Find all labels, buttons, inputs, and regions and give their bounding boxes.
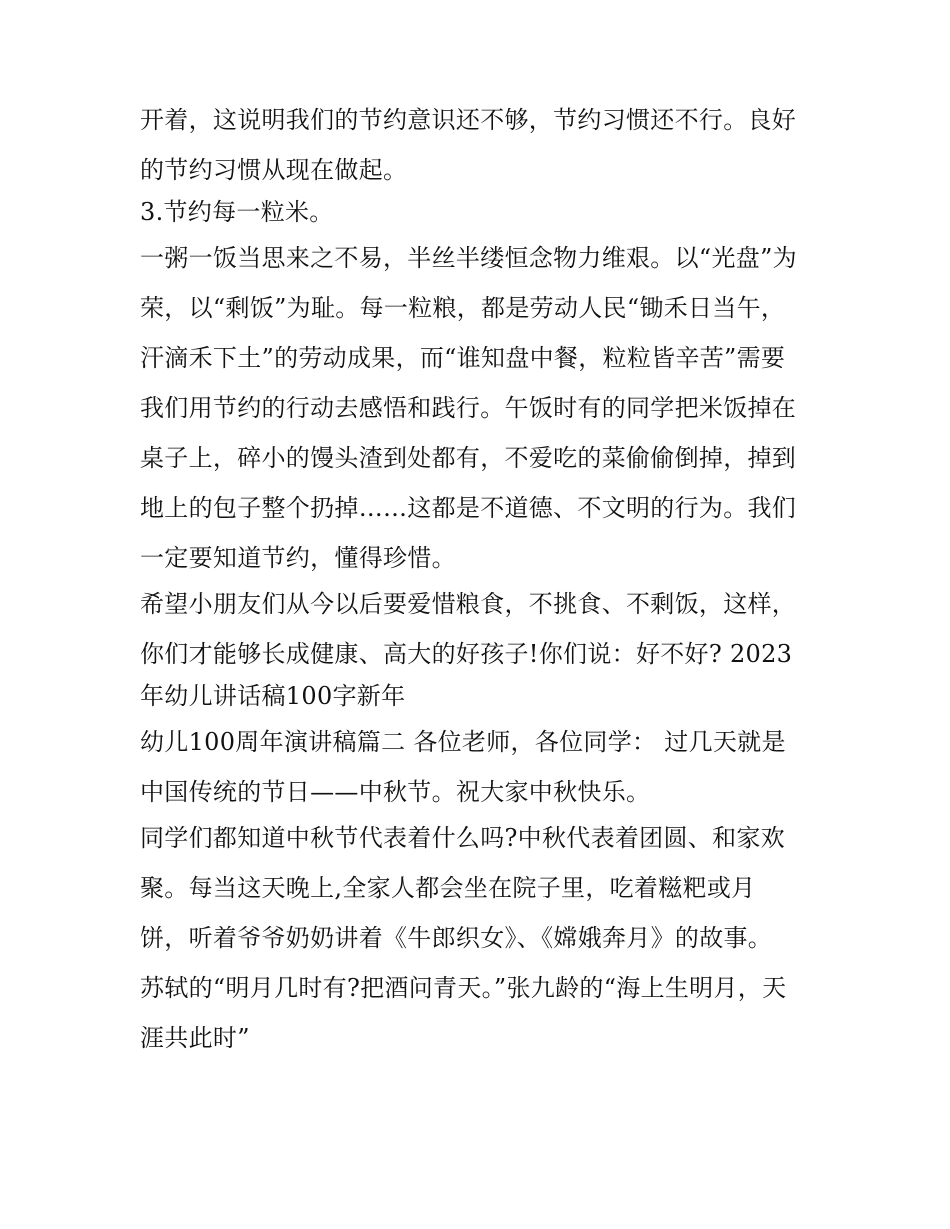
text-line: 幼儿100周年演讲稿篇二 各位老师，各位同学： 过几天就是 (140, 728, 786, 756)
text-line: 一定要知道节约，懂得珍惜。 (140, 544, 456, 572)
text-line: 荣，以“剩饭”为耻。每一粒粮，都是劳动人民“锄禾日当午， (140, 294, 786, 322)
text-line: 你们才能够长成健康、高大的好孩子!你们说：好不好? 2023 (140, 640, 793, 668)
text-line: 苏轼的“明月几时有?把酒问青天。”张九龄的“海上生明月，天 (140, 974, 787, 1002)
text-line: 希望小朋友们从今以后要爱惜粮食，不挑食、不剩饭，这样， (140, 590, 797, 618)
text-line: 开着，这说明我们的节约意识还不够，节约习惯还不行。良好 (140, 106, 797, 134)
text-line: 的节约习惯从现在做起。 (140, 156, 408, 184)
text-line: 年幼儿讲话稿100字新年 (140, 682, 406, 710)
text-line: 聚。每当这天晚上,全家人都会坐在院子里，吃着糍粑或月 (140, 874, 756, 902)
text-line: 我们用节约的行动去感悟和践行。午饭时有的同学把米饭掉在 (140, 394, 797, 422)
text-line: 中国传统的节日——中秋节。祝大家中秋快乐。 (140, 778, 651, 806)
section-heading: 3.节约每一粒米。 (140, 198, 334, 226)
text-line: 涯共此时” (140, 1024, 250, 1052)
text-line: 一粥一饭当思来之不易，半丝半缕恒念物力维艰。以“光盘”为 (140, 244, 797, 272)
text-line: 汗滴禾下土”的劳动成果，而“谁知盘中餐，粒粒皆辛苦”需要 (140, 344, 786, 372)
document-body (140, 108, 840, 1050)
text-line: 同学们都知道中秋节代表着什么吗?中秋代表着团圆、和家欢 (140, 824, 785, 852)
text-line: 饼，听着爷爷奶奶讲着《牛郎织女》、《嫦娥奔月》的故事。 (140, 924, 773, 952)
text-line: 地上的包子整个扔掉……这都是不道德、不文明的行为。我们 (140, 494, 797, 522)
text-line: 桌子上，碎小的馒头渣到处都有，不爱吃的菜偷偷倒掉，掉到 (140, 444, 797, 472)
